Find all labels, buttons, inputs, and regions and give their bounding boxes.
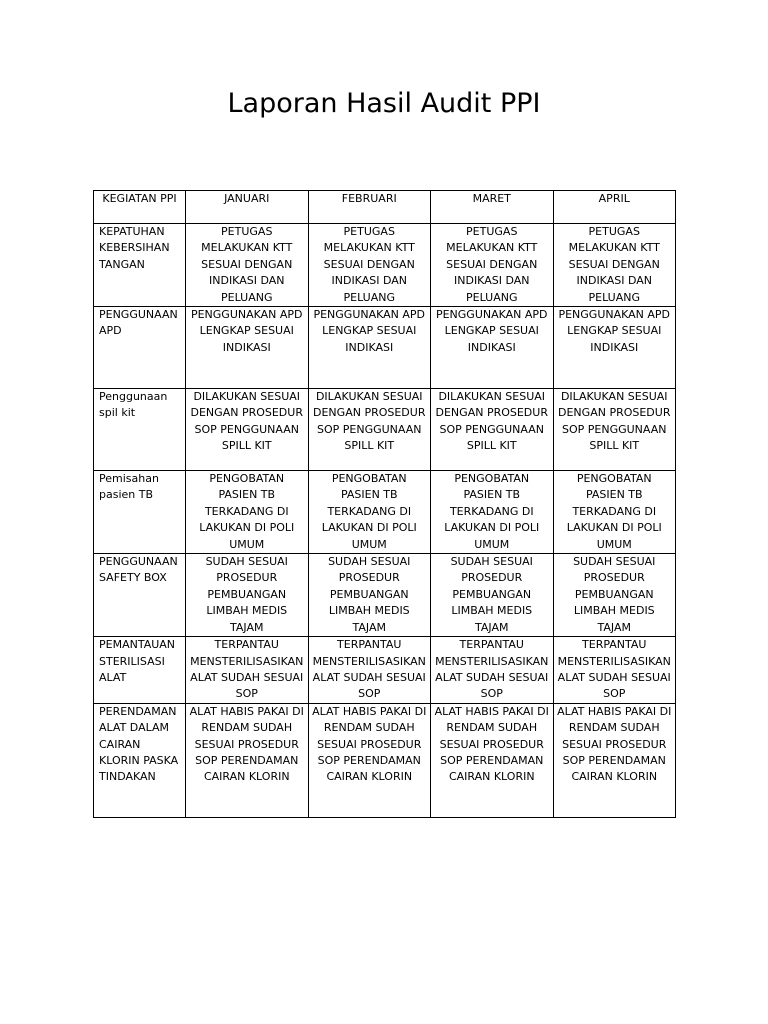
- value-cell: PETUGAS MELAKUKAN KTT SESUAI DENGAN INDIKASI DAN PELUANG: [186, 224, 309, 307]
- value-cell: PENGOBATAN PASIEN TB TERKADANG DI LAKUKAN DI POLI UMUM: [308, 471, 431, 554]
- value-cell: TERPANTAU MENSTERILISASIKAN ALAT SUDAH SESUAI SOP: [186, 637, 309, 704]
- column-header-april: APRIL: [553, 191, 676, 224]
- column-header-kegiatan: KEGIATAN PPI: [94, 191, 186, 224]
- table-row: [94, 471, 676, 554]
- column-header-februari: FEBRUARI: [308, 191, 431, 224]
- value-cell: PENGOBATAN PASIEN TB TERKADANG DI LAKUKAN DI POLI UMUM: [186, 471, 309, 554]
- activity-cell: PEMANTAUAN STERILISASI ALAT: [94, 637, 186, 704]
- value-cell: PENGGUNAKAN APD LENGKAP SESUAI INDIKASI: [553, 307, 676, 389]
- activity-cell: Pemisahan pasien TB: [94, 471, 186, 554]
- activity-cell: KEPATUHAN KEBERSIHAN TANGAN: [94, 224, 186, 307]
- table-row: [94, 637, 676, 704]
- value-cell: PENGGUNAKAN APD LENGKAP SESUAI INDIKASI: [431, 307, 554, 389]
- value-cell: SUDAH SESUAI PROSEDUR PEMBUANGAN LIMBAH MEDIS TAJAM: [431, 554, 554, 637]
- value-cell: PENGGUNAKAN APD LENGKAP SESUAI INDIKASI: [308, 307, 431, 389]
- value-cell: TERPANTAU MENSTERILISASIKAN ALAT SUDAH SESUAI SOP: [308, 637, 431, 704]
- audit-table: [93, 190, 676, 818]
- table-row: [94, 307, 676, 389]
- value-cell: DILAKUKAN SESUAI DENGAN PROSEDUR SOP PENGGUNAAN SPILL KIT: [186, 389, 309, 471]
- value-cell: DILAKUKAN SESUAI DENGAN PROSEDUR SOP PENGGUNAAN SPILL KIT: [308, 389, 431, 471]
- value-cell: PENGOBATAN PASIEN TB TERKADANG DI LAKUKAN DI POLI UMUM: [431, 471, 554, 554]
- page-title: Laporan Hasil Audit PPI: [227, 88, 541, 119]
- column-header-maret: MARET: [431, 191, 554, 224]
- value-cell: PETUGAS MELAKUKAN KTT SESUAI DENGAN INDIKASI DAN PELUANG: [553, 224, 676, 307]
- value-cell: ALAT HABIS PAKAI DI RENDAM SUDAH SESUAI PROSEDUR SOP PERENDAMAN CAIRAN KLORIN: [431, 703, 554, 817]
- value-cell: PETUGAS MELAKUKAN KTT SESUAI DENGAN INDIKASI DAN PELUANG: [308, 224, 431, 307]
- activity-cell: Penggunaan spil kit: [94, 389, 186, 471]
- value-cell: ALAT HABIS PAKAI DI RENDAM SUDAH SESUAI PROSEDUR SOP PERENDAMAN CAIRAN KLORIN: [553, 703, 676, 817]
- value-cell: SUDAH SESUAI PROSEDUR PEMBUANGAN LIMBAH MEDIS TAJAM: [553, 554, 676, 637]
- value-cell: TERPANTAU MENSTERILISASIKAN ALAT SUDAH SESUAI SOP: [431, 637, 554, 704]
- table-row: [94, 703, 676, 817]
- table-row: [94, 554, 676, 637]
- value-cell: PETUGAS MELAKUKAN KTT SESUAI DENGAN INDIKASI DAN PELUANG: [431, 224, 554, 307]
- table-row: [94, 389, 676, 471]
- column-header-januari: JANUARI: [186, 191, 309, 224]
- value-cell: PENGGUNAKAN APD LENGKAP SESUAI INDIKASI: [186, 307, 309, 389]
- value-cell: SUDAH SESUAI PROSEDUR PEMBUANGAN LIMBAH MEDIS TAJAM: [186, 554, 309, 637]
- table-row: [94, 224, 676, 307]
- activity-cell: PENGGUNAAN APD: [94, 307, 186, 389]
- value-cell: SUDAH SESUAI PROSEDUR PEMBUANGAN LIMBAH MEDIS TAJAM: [308, 554, 431, 637]
- value-cell: DILAKUKAN SESUAI DENGAN PROSEDUR SOP PENGGUNAAN SPILL KIT: [553, 389, 676, 471]
- activity-cell: PERENDAMAN ALAT DALAM CAIRAN KLORIN PASKA TINDAKAN: [94, 703, 186, 817]
- value-cell: TERPANTAU MENSTERILISASIKAN ALAT SUDAH SESUAI SOP: [553, 637, 676, 704]
- activity-cell: PENGGUNAAN SAFETY BOX: [94, 554, 186, 637]
- value-cell: ALAT HABIS PAKAI DI RENDAM SUDAH SESUAI PROSEDUR SOP PERENDAMAN CAIRAN KLORIN: [186, 703, 309, 817]
- table-header-row: [94, 191, 676, 224]
- value-cell: DILAKUKAN SESUAI DENGAN PROSEDUR SOP PENGGUNAAN SPILL KIT: [431, 389, 554, 471]
- value-cell: PENGOBATAN PASIEN TB TERKADANG DI LAKUKAN DI POLI UMUM: [553, 471, 676, 554]
- value-cell: ALAT HABIS PAKAI DI RENDAM SUDAH SESUAI PROSEDUR SOP PERENDAMAN CAIRAN KLORIN: [308, 703, 431, 817]
